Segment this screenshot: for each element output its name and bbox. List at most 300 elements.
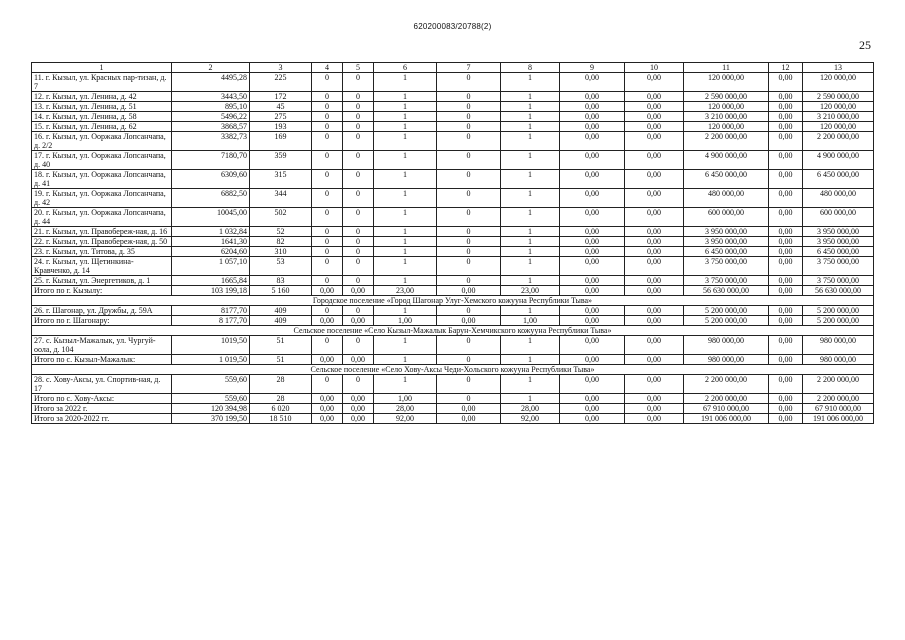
column-header: 3 [250, 63, 312, 73]
value-cell: 0,00 [769, 102, 803, 112]
value-cell: 6 020 [250, 404, 312, 414]
value-cell: 0 [312, 122, 343, 132]
value-cell: 0,00 [560, 189, 625, 208]
value-cell: 0,00 [343, 355, 374, 365]
section-title: Сельское поселение «Село Кызыл-Мажалык Барун-Хемчикского кожууна Республики Тыва» [32, 326, 874, 336]
value-cell: 0 [343, 73, 374, 92]
table-row [32, 208, 874, 227]
table-row [32, 414, 874, 424]
value-cell: 0,00 [625, 227, 684, 237]
value-cell: 0 [437, 257, 501, 276]
value-cell: 1 [374, 73, 437, 92]
value-cell: 0,00 [625, 151, 684, 170]
value-cell: 0 [437, 112, 501, 122]
value-cell: 2 200 000,00 [803, 375, 874, 394]
address-cell: 23. г. Кызыл, ул. Титова, д. 35 [32, 247, 172, 257]
value-cell: 6882,50 [172, 189, 250, 208]
value-cell: 0,00 [343, 414, 374, 424]
value-cell: 0 [343, 247, 374, 257]
value-cell: 0 [312, 151, 343, 170]
value-cell: 359 [250, 151, 312, 170]
value-cell: 6 450 000,00 [684, 247, 769, 257]
table-row [32, 276, 874, 286]
value-cell: 0,00 [625, 355, 684, 365]
value-cell: 4495,28 [172, 73, 250, 92]
value-cell: 0 [343, 151, 374, 170]
value-cell: 6 450 000,00 [803, 247, 874, 257]
value-cell: 0 [312, 227, 343, 237]
value-cell: 8 177,70 [172, 316, 250, 326]
value-cell: 1 [501, 208, 560, 227]
value-cell: 0 [437, 394, 501, 404]
value-cell: 0,00 [312, 394, 343, 404]
value-cell: 0,00 [560, 257, 625, 276]
value-cell: 0,00 [625, 122, 684, 132]
value-cell: 2 200 000,00 [684, 394, 769, 404]
page-number: 25 [859, 38, 871, 52]
value-cell: 0,00 [560, 92, 625, 102]
address-cell: 16. г. Кызыл, ул. Ооржака Лопсанчапа, д. 2/2 [32, 132, 172, 151]
value-cell: 3 750 000,00 [684, 257, 769, 276]
value-cell: 0 [343, 102, 374, 112]
value-cell: 315 [250, 170, 312, 189]
value-cell: 56 630 000,00 [684, 286, 769, 296]
value-cell: 0,00 [560, 151, 625, 170]
value-cell: 1 [501, 92, 560, 102]
value-cell: 0,00 [625, 414, 684, 424]
value-cell: 0,00 [625, 189, 684, 208]
value-cell: 0 [437, 151, 501, 170]
value-cell: 344 [250, 189, 312, 208]
value-cell: 1 [501, 227, 560, 237]
value-cell: 0 [312, 189, 343, 208]
value-cell: 980 000,00 [803, 336, 874, 355]
value-cell: 0,00 [625, 375, 684, 394]
value-cell: 0,00 [560, 414, 625, 424]
value-cell: 28,00 [501, 404, 560, 414]
value-cell: 0,00 [769, 414, 803, 424]
value-cell: 0 [343, 170, 374, 189]
value-cell: 0,00 [625, 208, 684, 227]
column-header: 4 [312, 63, 343, 73]
value-cell: 3 950 000,00 [803, 237, 874, 247]
value-cell: 600 000,00 [684, 208, 769, 227]
value-cell: 0,00 [560, 237, 625, 247]
value-cell: 6309,60 [172, 170, 250, 189]
value-cell: 1 [501, 336, 560, 355]
value-cell: 56 630 000,00 [803, 286, 874, 296]
value-cell: 1 [374, 247, 437, 257]
table-row [32, 257, 874, 276]
value-cell: 0 [437, 237, 501, 247]
value-cell: 0,00 [560, 306, 625, 316]
value-cell: 0,00 [769, 112, 803, 122]
value-cell: 0,00 [769, 208, 803, 227]
value-cell: 92,00 [501, 414, 560, 424]
value-cell: 1 [374, 336, 437, 355]
value-cell: 0,00 [769, 394, 803, 404]
value-cell: 0 [343, 112, 374, 122]
address-cell: Итого за 2022 г. [32, 404, 172, 414]
address-cell: Итого по г. Шагонару: [32, 316, 172, 326]
value-cell: 0 [437, 276, 501, 286]
table-row [32, 102, 874, 112]
value-cell: 1 [374, 151, 437, 170]
value-cell: 0 [312, 276, 343, 286]
header-row [32, 63, 874, 73]
value-cell: 0 [343, 122, 374, 132]
value-cell: 0,00 [560, 316, 625, 326]
value-cell: 0 [437, 355, 501, 365]
section-row [32, 326, 874, 336]
value-cell: 980 000,00 [684, 336, 769, 355]
value-cell: 82 [250, 237, 312, 247]
value-cell: 275 [250, 112, 312, 122]
address-cell: 14. г. Кызыл, ул. Ленина, д. 58 [32, 112, 172, 122]
value-cell: 5496,22 [172, 112, 250, 122]
column-header: 11 [684, 63, 769, 73]
value-cell: 0,00 [769, 132, 803, 151]
value-cell: 0,00 [560, 102, 625, 112]
value-cell: 0,00 [343, 394, 374, 404]
value-cell: 0,00 [625, 404, 684, 414]
value-cell: 0,00 [560, 208, 625, 227]
table-row [32, 316, 874, 326]
value-cell: 3 750 000,00 [803, 276, 874, 286]
table-body [32, 63, 874, 424]
value-cell: 0 [343, 208, 374, 227]
value-cell: 370 199,50 [172, 414, 250, 424]
value-cell: 0,00 [343, 404, 374, 414]
document-id: 620200083/20788(2) [413, 22, 492, 31]
address-cell: 15. г. Кызыл, ул. Ленина, д. 62 [32, 122, 172, 132]
value-cell: 0,00 [769, 247, 803, 257]
value-cell: 0,00 [769, 189, 803, 208]
value-cell: 0,00 [625, 170, 684, 189]
value-cell: 1 [501, 112, 560, 122]
value-cell: 1 [501, 102, 560, 112]
value-cell: 1 [374, 257, 437, 276]
value-cell: 5 200 000,00 [803, 316, 874, 326]
column-header: 1 [32, 63, 172, 73]
value-cell: 0,00 [769, 237, 803, 247]
value-cell: 1 [374, 132, 437, 151]
value-cell: 0 [343, 227, 374, 237]
value-cell: 0,00 [625, 102, 684, 112]
address-cell: 25. г. Кызыл, ул. Энергетиков, д. 1 [32, 276, 172, 286]
value-cell: 0,00 [560, 375, 625, 394]
value-cell: 120 000,00 [803, 73, 874, 92]
value-cell: 28 [250, 394, 312, 404]
table-row [32, 394, 874, 404]
value-cell: 3 950 000,00 [684, 227, 769, 237]
value-cell: 1019,50 [172, 336, 250, 355]
table-row [32, 170, 874, 189]
value-cell: 5 200 000,00 [684, 316, 769, 326]
table-row [32, 306, 874, 316]
value-cell: 0,00 [769, 404, 803, 414]
column-header: 7 [437, 63, 501, 73]
value-cell: 3 950 000,00 [803, 227, 874, 237]
value-cell: 28 [250, 375, 312, 394]
value-cell: 0,00 [343, 316, 374, 326]
value-cell: 1 [501, 151, 560, 170]
value-cell: 1 [501, 170, 560, 189]
value-cell: 0,00 [769, 92, 803, 102]
value-cell: 0,00 [769, 122, 803, 132]
value-cell: 0,00 [625, 247, 684, 257]
address-cell: Итого за 2020-2022 гг. [32, 414, 172, 424]
value-cell: 0 [312, 73, 343, 92]
value-cell: 0,00 [769, 227, 803, 237]
address-cell: 22. г. Кызыл, ул. Правобереж-ная, д. 50 [32, 237, 172, 247]
value-cell: 0,00 [769, 170, 803, 189]
value-cell: 2 200 000,00 [803, 394, 874, 404]
value-cell: 2 590 000,00 [803, 92, 874, 102]
value-cell: 980 000,00 [684, 355, 769, 365]
value-cell: 1 [501, 122, 560, 132]
value-cell: 7180,70 [172, 151, 250, 170]
address-cell: 12. г. Кызыл, ул. Ленина, д. 42 [32, 92, 172, 102]
value-cell: 0 [312, 112, 343, 122]
value-cell: 0,00 [625, 306, 684, 316]
address-cell: 13. г. Кызыл, ул. Ленина, д. 51 [32, 102, 172, 112]
value-cell: 120 000,00 [684, 122, 769, 132]
value-cell: 1 [374, 208, 437, 227]
value-cell: 0,00 [560, 286, 625, 296]
value-cell: 1 [374, 92, 437, 102]
value-cell: 0,00 [625, 316, 684, 326]
value-cell: 0 [437, 73, 501, 92]
value-cell: 0 [312, 237, 343, 247]
address-cell: 27. с. Кызыл-Мажалык, ул. Чургуй-оола, д. 104 [32, 336, 172, 355]
value-cell: 0 [437, 227, 501, 237]
value-cell: 0,00 [769, 286, 803, 296]
value-cell: 0,00 [769, 316, 803, 326]
value-cell: 0,00 [625, 257, 684, 276]
value-cell: 0 [437, 189, 501, 208]
value-cell: 0,00 [625, 276, 684, 286]
value-cell: 0,00 [312, 286, 343, 296]
column-header: 6 [374, 63, 437, 73]
address-cell: 24. г. Кызыл, ул. Щетинкина-Кравченко, д. 14 [32, 257, 172, 276]
value-cell: 120 394,98 [172, 404, 250, 414]
value-cell: 0,00 [437, 286, 501, 296]
value-cell: 8177,70 [172, 306, 250, 316]
column-header: 12 [769, 63, 803, 73]
value-cell: 1641,30 [172, 237, 250, 247]
value-cell: 0,00 [560, 336, 625, 355]
value-cell: 0 [343, 306, 374, 316]
table-row [32, 286, 874, 296]
value-cell: 310 [250, 247, 312, 257]
value-cell: 1 057,10 [172, 257, 250, 276]
value-cell: 3 210 000,00 [803, 112, 874, 122]
column-header: 5 [343, 63, 374, 73]
value-cell: 169 [250, 132, 312, 151]
value-cell: 0 [312, 375, 343, 394]
section-row [32, 365, 874, 375]
value-cell: 1 019,50 [172, 355, 250, 365]
address-cell: 21. г. Кызыл, ул. Правобереж-ная, д. 16 [32, 227, 172, 237]
value-cell: 0,00 [437, 316, 501, 326]
value-cell: 980 000,00 [803, 355, 874, 365]
value-cell: 1 [374, 112, 437, 122]
value-cell: 1 [501, 189, 560, 208]
value-cell: 191 006 000,00 [803, 414, 874, 424]
value-cell: 0,00 [343, 286, 374, 296]
value-cell: 1 [374, 276, 437, 286]
value-cell: 191 006 000,00 [684, 414, 769, 424]
value-cell: 1 [374, 189, 437, 208]
value-cell: 0,00 [560, 73, 625, 92]
value-cell: 1 [501, 247, 560, 257]
value-cell: 120 000,00 [803, 102, 874, 112]
value-cell: 6 450 000,00 [803, 170, 874, 189]
value-cell: 225 [250, 73, 312, 92]
value-cell: 0,00 [625, 237, 684, 247]
value-cell: 0,00 [769, 276, 803, 286]
value-cell: 409 [250, 306, 312, 316]
value-cell: 5 200 000,00 [684, 306, 769, 316]
value-cell: 6 450 000,00 [684, 170, 769, 189]
value-cell: 18 510 [250, 414, 312, 424]
value-cell: 0 [343, 189, 374, 208]
value-cell: 1 [374, 102, 437, 112]
value-cell: 1 032,84 [172, 227, 250, 237]
value-cell: 0,00 [625, 73, 684, 92]
value-cell: 0 [312, 102, 343, 112]
column-header: 9 [560, 63, 625, 73]
value-cell: 120 000,00 [684, 102, 769, 112]
value-cell: 0 [312, 208, 343, 227]
value-cell: 0,00 [769, 355, 803, 365]
value-cell: 0 [312, 92, 343, 102]
value-cell: 67 910 000,00 [684, 404, 769, 414]
address-cell: 20. г. Кызыл, ул. Ооржака Лопсанчапа, д. 44 [32, 208, 172, 227]
value-cell: 409 [250, 316, 312, 326]
value-cell: 0 [437, 208, 501, 227]
value-cell: 1 [374, 306, 437, 316]
table-row [32, 247, 874, 257]
value-cell: 0,00 [625, 336, 684, 355]
address-cell: 18. г. Кызыл, ул. Ооржака Лопсанчапа, д. 41 [32, 170, 172, 189]
value-cell: 0,00 [560, 170, 625, 189]
column-header: 13 [803, 63, 874, 73]
value-cell: 1 [501, 394, 560, 404]
value-cell: 1,00 [374, 316, 437, 326]
value-cell: 51 [250, 336, 312, 355]
table-row [32, 355, 874, 365]
value-cell: 0 [312, 170, 343, 189]
value-cell: 52 [250, 227, 312, 237]
value-cell: 92,00 [374, 414, 437, 424]
value-cell: 51 [250, 355, 312, 365]
address-cell: 26. г. Шагонар, ул. Дружбы, д. 59А [32, 306, 172, 316]
value-cell: 3443,50 [172, 92, 250, 102]
value-cell: 4 900 000,00 [803, 151, 874, 170]
value-cell: 1 [501, 237, 560, 247]
value-cell: 0 [312, 247, 343, 257]
value-cell: 0 [343, 237, 374, 247]
column-header: 10 [625, 63, 684, 73]
value-cell: 1 [374, 375, 437, 394]
value-cell: 1 [501, 132, 560, 151]
value-cell: 502 [250, 208, 312, 227]
value-cell: 0,00 [769, 73, 803, 92]
value-cell: 0 [312, 257, 343, 276]
value-cell: 0,00 [769, 257, 803, 276]
value-cell: 2 200 000,00 [684, 375, 769, 394]
value-cell: 559,60 [172, 375, 250, 394]
value-cell: 3 750 000,00 [803, 257, 874, 276]
value-cell: 1 [501, 257, 560, 276]
value-cell: 0 [437, 132, 501, 151]
value-cell: 0,00 [769, 151, 803, 170]
value-cell: 0,00 [625, 286, 684, 296]
table-row [32, 112, 874, 122]
value-cell: 1 [374, 237, 437, 247]
value-cell: 0,00 [769, 375, 803, 394]
value-cell: 480 000,00 [803, 189, 874, 208]
value-cell: 0,00 [312, 404, 343, 414]
value-cell: 1 [501, 306, 560, 316]
table-row [32, 404, 874, 414]
column-header: 2 [172, 63, 250, 73]
value-cell: 0,00 [625, 394, 684, 404]
value-cell: 5 160 [250, 286, 312, 296]
value-cell: 0 [437, 375, 501, 394]
value-cell: 895,10 [172, 102, 250, 112]
value-cell: 1 [501, 375, 560, 394]
value-cell: 1 [374, 122, 437, 132]
value-cell: 1 [501, 355, 560, 365]
value-cell: 0 [312, 132, 343, 151]
value-cell: 1,00 [374, 394, 437, 404]
value-cell: 0,00 [437, 414, 501, 424]
value-cell: 1,00 [501, 316, 560, 326]
value-cell: 1 [501, 276, 560, 286]
section-title: Сельское поселение «Село Хову-Аксы Чеди-Хольского кожууна Республики Тыва» [32, 365, 874, 375]
value-cell: 193 [250, 122, 312, 132]
value-cell: 2 590 000,00 [684, 92, 769, 102]
value-cell: 0,00 [560, 247, 625, 257]
value-cell: 0,00 [625, 92, 684, 102]
value-cell: 0,00 [312, 355, 343, 365]
value-cell: 0 [343, 375, 374, 394]
value-cell: 0 [437, 170, 501, 189]
value-cell: 0,00 [625, 112, 684, 122]
value-cell: 3 950 000,00 [684, 237, 769, 247]
value-cell: 0,00 [560, 132, 625, 151]
value-cell: 0,00 [560, 122, 625, 132]
value-cell: 83 [250, 276, 312, 286]
value-cell: 0,00 [769, 306, 803, 316]
table-row [32, 336, 874, 355]
table-row [32, 73, 874, 92]
value-cell: 0,00 [560, 112, 625, 122]
value-cell: 67 910 000,00 [803, 404, 874, 414]
value-cell: 0 [437, 122, 501, 132]
value-cell: 0 [312, 336, 343, 355]
value-cell: 0 [343, 257, 374, 276]
value-cell: 0,00 [560, 355, 625, 365]
value-cell: 5 200 000,00 [803, 306, 874, 316]
value-cell: 1 [374, 170, 437, 189]
value-cell: 0 [343, 92, 374, 102]
column-header: 8 [501, 63, 560, 73]
value-cell: 0,00 [437, 404, 501, 414]
